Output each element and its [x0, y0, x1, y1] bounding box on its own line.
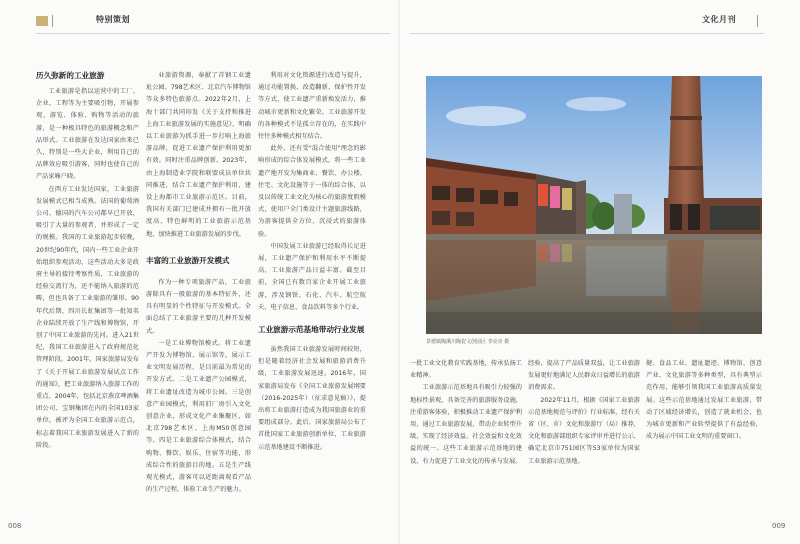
- feature-photo: [426, 76, 762, 334]
- text-column-3: [258, 70, 366, 522]
- paragraph: 作为一种专项旅游产品，工业旅游除具有一般旅游的基本特征外，还具有明显的个性特征与开发模式。全面总结了工业旅游主要的几种开发模式。: [146, 278, 251, 335]
- section-heading: 历久弥新的工业旅游: [36, 71, 105, 80]
- page-number-left: 008: [8, 522, 22, 530]
- text-column-1: [36, 70, 139, 522]
- paragraph: 一是工业博物馆模式。将工业遗产开发为博物馆、展示馆等，展示工业文明发展历程，是目前最为常见的开发方式。二是工业遗产公园模式，将工业遗址改造为城市公园。三是创意产业园模式，利用旧厂房引入文化创意企业，形成文化产业集聚区，如北京798艺术区、上海M50创意园等。四是工业旅游综合体模式，结合购物、餐饮、娱乐、住宿等功能，形成综合性的旅游目的地。五是生产线观光模式，游客可以近距离观看产品的生产过程，体验工业生产的魅力。: [146, 339, 251, 494]
- section-title: 特别策划: [96, 15, 130, 24]
- paragraph: 利用对文化资源进行改造与提升，通过功能置换、改造翻新、保护性开发等方式，使工业遗产重新焕发活力，推动城市更新和文化繁荣。工业旅游开发的各种模式不是孤立存在的，在实践中往往多种模式相互结合。: [258, 72, 366, 141]
- header-divider: [757, 15, 758, 27]
- right-page: [400, 0, 800, 544]
- paragraph: 2022年11月，根据《国家工业旅游示范基地规范与评价》行业标准，经有关省（区、市）文化和旅游厅（局）推荐，文化和旅游部组织专家评审并进行公示，确定北京市751园区等53家单位为国家工业旅游示范基地。: [528, 396, 640, 465]
- section-heading: 丰富的工业旅游开发模式: [146, 255, 230, 265]
- paragraph: 在西方工业发达国家，工业旅游发展模式已相当成熟。法国的葡萄酒公司、德国的汽车公司都早已开放，吸引了大量的参观者，并形成了一定的规模。我国的工业旅游起步较晚，20世纪90年代，国内一些工业企业开始组织参观活动，这些活动大多是政府主导的接待考察性质，工业旅游的经验交流行为，还不能纳入旅游的范畴，但也具备了工业旅游的雏形。90年代后期，四川长虹集团等一批知名企业陆续开放了生产线和博物馆，开创了中国工业旅游的先河。进入21世纪，我国工业旅游进入了政府规范化管理阶段。2001年，国家旅游局发布了《关于开展工业旅游发展试点工作的通知》，把工业旅游纳入旅游工作的重点。2004年，包括北京燕京啤酒集团公司、宝钢集团在内的全国103家单位，被评为全国工业旅游示范点，标志着我国工业旅游发展进入了新的阶段。: [36, 185, 139, 449]
- paragraph: 中国发展工业旅游已经取得长足进展，工业遗产保护和利用水平不断提高，工业旅游产品日益丰富。截至目前，全国已有数百家企业开展工业旅游，涉及钢铁、石化、汽车、航空航天、电子信息、食品饮料等多个行业。: [258, 242, 366, 311]
- paragraph: 一批工业文化教育实践基地，传承弘扬工业精神。: [410, 360, 522, 380]
- header-divider: [52, 15, 53, 27]
- paragraph: 工业旅游示范基地具有吸引力较强的地标性景观，具备完善的旅游服务设施，注重游客体验，积极推动工业遗产保护利用，通过工业旅游发展，带动企业转型升级，实现了经济效益、社会效益和文化效益的统一。这些工业旅游示范基地的建设，有力促进了工业文化的传承与发展。: [410, 384, 522, 465]
- photo-caption: 景德镇陶溪川陶瓷文创园区 李亮亮 摄: [426, 339, 510, 345]
- header-rule: [410, 33, 764, 34]
- paragraph: 此外，还有受"混合使用"理念的影响形成的综合体发展模式，将一些工业遗产地开发为集商业、餐饮、办公楼、住宅、文化设施等于一体的综合体，以及以传统工业文化为核心的旅游度假模式，使用户全门类设计主题旅游线路，为游客提供全方位、沉浸式的旅游体验。: [258, 145, 366, 238]
- header-rule: [36, 33, 390, 34]
- text-column-6: [646, 358, 762, 522]
- magazine-title: 文化月刊: [702, 15, 736, 24]
- industrial-park-photo: [426, 76, 762, 334]
- section-heading: 工业旅游示范基地带动行业发展: [258, 325, 365, 335]
- paragraph: 业旅游资源，奉献了首钢工业遗址公园、798艺术区、北京汽车博物馆等众多特色旅游点。2022年2月，上海十部门共同印发《关于支持和推进上海工业旅游发展的实施意见》，明确以工业旅游为抓手进一步打响上海旅游品牌，促进工业遗产保护利用更加有效。同时注重品牌创新。2023年，由上海制造业学院和联盟成员单位共同推进，结合工业遗产保护利用，建设上海都市工业旅游示范区。目前，我国有关部门已建成并拥有一批开放度高、特色鲜明的工业旅游示范基地，加快推进工业旅游发展的步伐。: [146, 72, 251, 238]
- paragraph: 健、食品工业、遗址遗迹、博物馆、创意产业、文化旅游等多种类型，具有典型示范作用，能够引领我国工业旅游高质量发展。这些示范基地通过发展工业旅游，带动了区域经济增长，创造了就业机会，也为城市更新和产业转型提供了有益经验，成为展示中国工业文明的重要窗口。: [646, 360, 762, 441]
- paragraph: 虽然我国工业旅游发展时间较短，但是随着经济社会发展和旅游消费升级，工业旅游发展迅速。2016年，国家旅游局发布《全国工业旅游发展纲要（2016-2025年）（征求意见稿）》，提出将工业旅游打造成为我国旅游业的重要组成部分。此后，国家旅游局公布了首批国家工业旅游创新单位，工业旅游示范基地建设不断推进。: [258, 346, 366, 451]
- paragraph: 工业旅游是指以运营中的工厂、企业、工程等为主要吸引物，开展参观、游览、体验、购物等活动的旅游，是一种极具特色的旅游概念和产品形式。工业旅游在发达国家由来已久，特别是一些大企业，利用自己的品牌效应吸引游客，同时也使自己的产品家喻户晓。: [36, 88, 139, 181]
- text-column-5: [528, 358, 640, 522]
- page-number-right: 009: [772, 522, 786, 530]
- magazine-logo-icon: [36, 16, 48, 26]
- paragraph: 经验，提高了产品质量双益，让工业旅游发展更好地满足人民群众日益增长的旅游消费需求。: [528, 360, 640, 392]
- text-column-4: [410, 358, 522, 522]
- text-column-2: [146, 70, 251, 522]
